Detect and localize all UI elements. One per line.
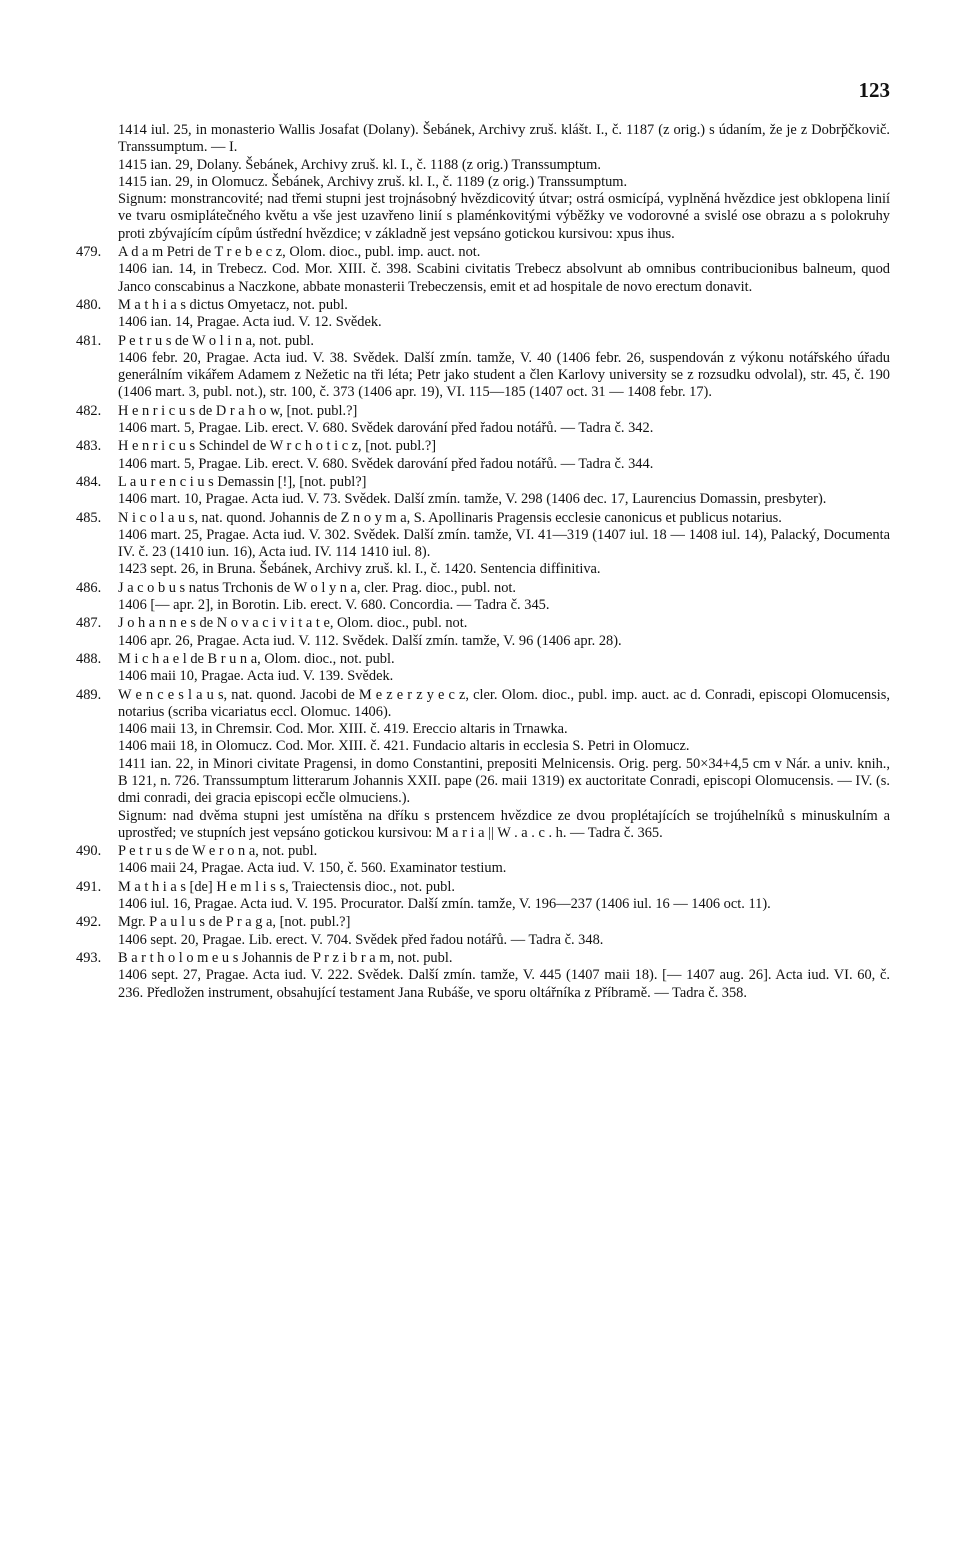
entry-name: J o h a n n e s	[118, 615, 196, 632]
entries-list	[76, 122, 891, 1002]
text-block	[118, 174, 890, 191]
entry-text-line: de P r a g a, [not. publ.?]	[205, 914, 351, 931]
entry-479	[76, 244, 890, 296]
text-block	[118, 157, 890, 174]
entry-484	[76, 473, 890, 509]
entry-name: H e n r i c u s	[118, 402, 196, 419]
entry-text-line: 1411 ian. 22, in Minori civitate Pragensi, in domo Constantini, prepositi Melnicensis. Orig. perg. 50×34+4,5 cm v Nár. a univ. knih., B 121, n. 726. Transsumptum litterarum Johannis XXII. pape (26. maii 1319) ex auctoritate Conradi, episcopi Olomucensis. — IV. (s. dmi conradi, dei gracia episcopi ecčle olmuciens.).	[118, 755, 890, 807]
entry-text-line: 1406 mart. 10, Pragae. Acta iud. V. 73. Svědek. Další zmín. tamže, V. 298 (1406 dec. 17, Laurencius Domassin, presbyter).	[118, 491, 827, 508]
entry-text-line: 1406 maii 10, Pragae. Acta iud. V. 139. Svědek.	[118, 668, 394, 685]
entry-text-line: 1406 mart. 25, Pragae. Acta iud. V. 302. Svědek. Další zmín. tamže, VI. 41—319 (1407 iul. 18 — 1408 iul. 14), Palacký, Documenta IV. č. 23 (1410 iun. 16), Acta iud. IV. 114 1410 iul. 8).	[118, 526, 890, 561]
entry-text-line: 1406 ian. 14, Pragae. Acta iud. V. 12. Svědek.	[118, 314, 382, 331]
entry-487	[76, 615, 890, 650]
entry-493	[76, 949, 890, 1002]
entry-text-line: Signum: monstrancovité; nad třemi stupni jest trojnásobný hvězdicovitý útvar; ostrá osmicípá, vyplněná hvězdice jest obklopena linií ve tvaru osmiplátečného květu a vše jest uzavřeno linií s plaménkovitými výběžky ve vodorovné a svislé ose obrazu a s polokruhy proti zbývajícím cípům ústřední hvězdice; v základně jest vepsáno gotickou kursivou: xpus ihus.	[118, 191, 890, 242]
entry-name: N i c o l a u s	[118, 509, 195, 526]
entry-483	[76, 438, 890, 473]
entry-text-line: , nat. quond. Jacobi de M e z e r z y e c z, cler. Olom. dioc., publ. imp. auct. ac d. Conradi, episcopi Olomucensis, notarius (scriba vicariatus eccl. Olomuc. 1406).	[118, 686, 891, 720]
entry-492	[76, 914, 890, 949]
page-number: 123	[858, 78, 890, 102]
entry-name: L a u r e n c i u s	[118, 473, 214, 490]
entry-text-line: 1415 ian. 29, in Olomucz. Šebánek, Archivy zruš. kl. I., č. 1189 (z orig.) Transsumptum.	[118, 173, 628, 190]
entry-text-line: 1406 maii 13, in Chremsir. Cod. Mor. XIII. č. 419. Ereccio altaris in Trnawka.	[118, 721, 568, 738]
entry-number: 487.	[76, 615, 102, 632]
entry-text-line: 1415 ian. 29, Dolany. Šebánek, Archivy zruš. kl. I., č. 1188 (z orig.) Transsumptum.	[118, 156, 601, 173]
entry-name: A d a m Petri de T r e b e c z	[118, 244, 283, 261]
entry-number: 480.	[76, 296, 102, 313]
entry-text-line: de W o l i n a, not. publ.	[171, 332, 315, 349]
entry-text-line: de N o v a c i v i t a t e, Olom. dioc., publ. not.	[195, 615, 468, 632]
entry-481	[76, 332, 890, 402]
entry-name: M a t h i a s	[118, 296, 186, 313]
entry-number: 481.	[76, 332, 102, 349]
entry-text-line: [de] H e m l i s s, Traiectensis dioc., not. publ.	[185, 878, 455, 895]
entry-text-line: 1406 [— apr. 2], in Borotin. Lib. erect. V. 680. Concordia. — Tadra č. 345.	[118, 597, 550, 614]
entry-number: 479.	[76, 244, 102, 261]
entry-text-line: 1406 mart. 5, Pragae. Lib. erect. V. 680. Svědek darování před řadou notářů. — Tadra č. 342.	[118, 420, 654, 437]
entry-text-line: Schindel de W r c h o t i c z, [not. publ.?]	[195, 438, 436, 455]
entry-text-line: de D r a h o w, [not. publ.?]	[195, 402, 358, 419]
entry-text-line: 1406 sept. 20, Pragae. Lib. erect. V. 704. Svědek před řadou notářů. — Tadra č. 348.	[118, 931, 604, 948]
entry-text-line: 1406 sept. 27, Pragae. Acta iud. V. 222. Svědek. Další zmín. tamže, V. 445 (1407 maii 18). [— 1407 aug. 26]. Acta iud. VI. 60, č. 236. Předložen instrument, obsahující testament Jana Rubáše, ve sporu oltářníka z Příbramě. — Tadra č. 358.	[118, 967, 890, 1001]
text-block	[118, 122, 890, 157]
entry-number: 493.	[76, 949, 102, 966]
entry-text-line: Demassin [!], [not. publ?]	[213, 473, 367, 490]
entry-485	[76, 509, 890, 579]
entry-text-line: 1406 iul. 16, Pragae. Acta iud. V. 195. Procurator. Další zmín. tamže, V. 196—237 (1406 iul. 16 — 1406 oct. 11).	[118, 896, 771, 913]
entry-number: 492.	[76, 914, 102, 931]
entry-name: B a r t h o l o m e u s	[118, 949, 239, 966]
entry-name: W e n c e s l a u s	[118, 686, 224, 703]
entry-480	[76, 296, 890, 332]
entry-text-line: , nat. quond. Johannis de Z n o y m a, S. Apollinaris Pragensis ecclesie canonicus et publicus notarius.	[194, 509, 782, 526]
entry-number: 482.	[76, 402, 102, 419]
entry-name: M i c h a e l	[118, 650, 187, 667]
entry-number: 483.	[76, 438, 102, 455]
entry-text-line: 1406 ian. 14, in Trebecz. Cod. Mor. XIII. č. 398. Scabini civitatis Trebecz absolvunt ab omnibus contribucionibus balneum, quod Janco conscabinus a Naczkone, abbate monasterii Trebeczensis, emit et ad hospitale de novo erectum donavit.	[118, 261, 890, 295]
entry-text-line: 1423 sept. 26, in Bruna. Šebánek, Archivy zruš. kl. I., č. 1420. Sentencia diffinitiva.	[118, 561, 601, 578]
entry-number: 484.	[76, 473, 102, 490]
entry-488	[76, 650, 890, 686]
entry-name: P e t r u s	[118, 332, 172, 349]
entry-text-line: 1406 mart. 5, Pragae. Lib. erect. V. 680. Svědek darování před řadou notářů. — Tadra č. 344.	[118, 455, 654, 472]
entry-text-line: Johannis de P r z i b r a m, not. publ.	[238, 949, 453, 966]
entry-491	[76, 878, 890, 914]
entry-number: 486.	[76, 579, 102, 596]
entry-name: J a c o b u s	[118, 579, 186, 596]
entry-number: 485.	[76, 509, 102, 526]
entry-text-line: 1406 maii 24, Pragae. Acta iud. V. 150, č. 560. Examinator testium.	[118, 860, 507, 877]
entry-text-line: 1414 iul. 25, in monasterio Wallis Josafat (Dolany). Šebánek, Archivy zruš. klášt. I., č. 1187 (z orig.) s údaním, že je z Dobrp̌čkovič. Transsumptum. — I.	[118, 122, 890, 156]
entry-name: H e n r i c u s	[118, 438, 196, 455]
entry-number: 489.	[76, 686, 102, 703]
entry-text-line: 1406 maii 18, in Olomucz. Cod. Mor. XIII. č. 421. Fundacio altaris in ecclesia S. Petri in Olomucz.	[118, 738, 690, 755]
entry-text-line: 1406 febr. 20, Pragae. Acta iud. V. 38. Svědek. Další zmín. tamže, V. 40 (1406 febr. 26, suspendován z výkonu notářského úřadu generálním vikářem Adamem z Nežetic na tři léta; Petr jako student a člen Karlovy university se z rozsudku odvolal), str. 45, č. 190 (1406 mart. 3, publ. not.), str. 100, č. 373 (1406 apr. 19), VI. 115—185 (1407 oct. 31 — 1408 febr. 17).	[118, 349, 890, 401]
entry-text-line: Signum: nad dvěma stupni jest umístěna na dříku s prstencem hvězdice ze dvou proplétajících se trojúhelníků s minuskulním a uprostřed; ve stupních jest vepsáno gotickou kursivou: M a r i a || W . a . c . h. — Tadra č. 365.	[118, 807, 890, 841]
entry-number: 490.	[76, 843, 102, 860]
entry-489	[76, 686, 891, 843]
entry-text-line: de W e r o n a, not. publ.	[171, 843, 318, 860]
entry-482	[76, 402, 890, 438]
entry-text-line: , Olom. dioc., publ. imp. auct. not.	[282, 244, 481, 261]
entry-text-line: 1406 apr. 26, Pragae. Acta iud. V. 112. Svědek. Další zmín. tamže, V. 96 (1406 apr. 28).	[118, 632, 622, 649]
entry-text-line: de B r u n a, Olom. dioc., not. publ.	[186, 650, 395, 667]
entry-490	[76, 843, 890, 878]
entry-text-line: dictus Omyetacz, not. publ.	[185, 296, 348, 313]
entry-text-line: natus Trchonis de W o l y n a, cler. Prag. dioc., publ. not.	[185, 579, 516, 596]
entry-name: M a t h i a s	[118, 878, 186, 895]
entry-number: 488.	[76, 650, 102, 667]
text-block	[118, 191, 890, 243]
entry-486	[76, 579, 890, 615]
entry-number: 491.	[76, 878, 102, 895]
entry-name: P e t r u s	[118, 843, 172, 860]
entry-name: Mgr. P a u l u s	[118, 914, 206, 931]
